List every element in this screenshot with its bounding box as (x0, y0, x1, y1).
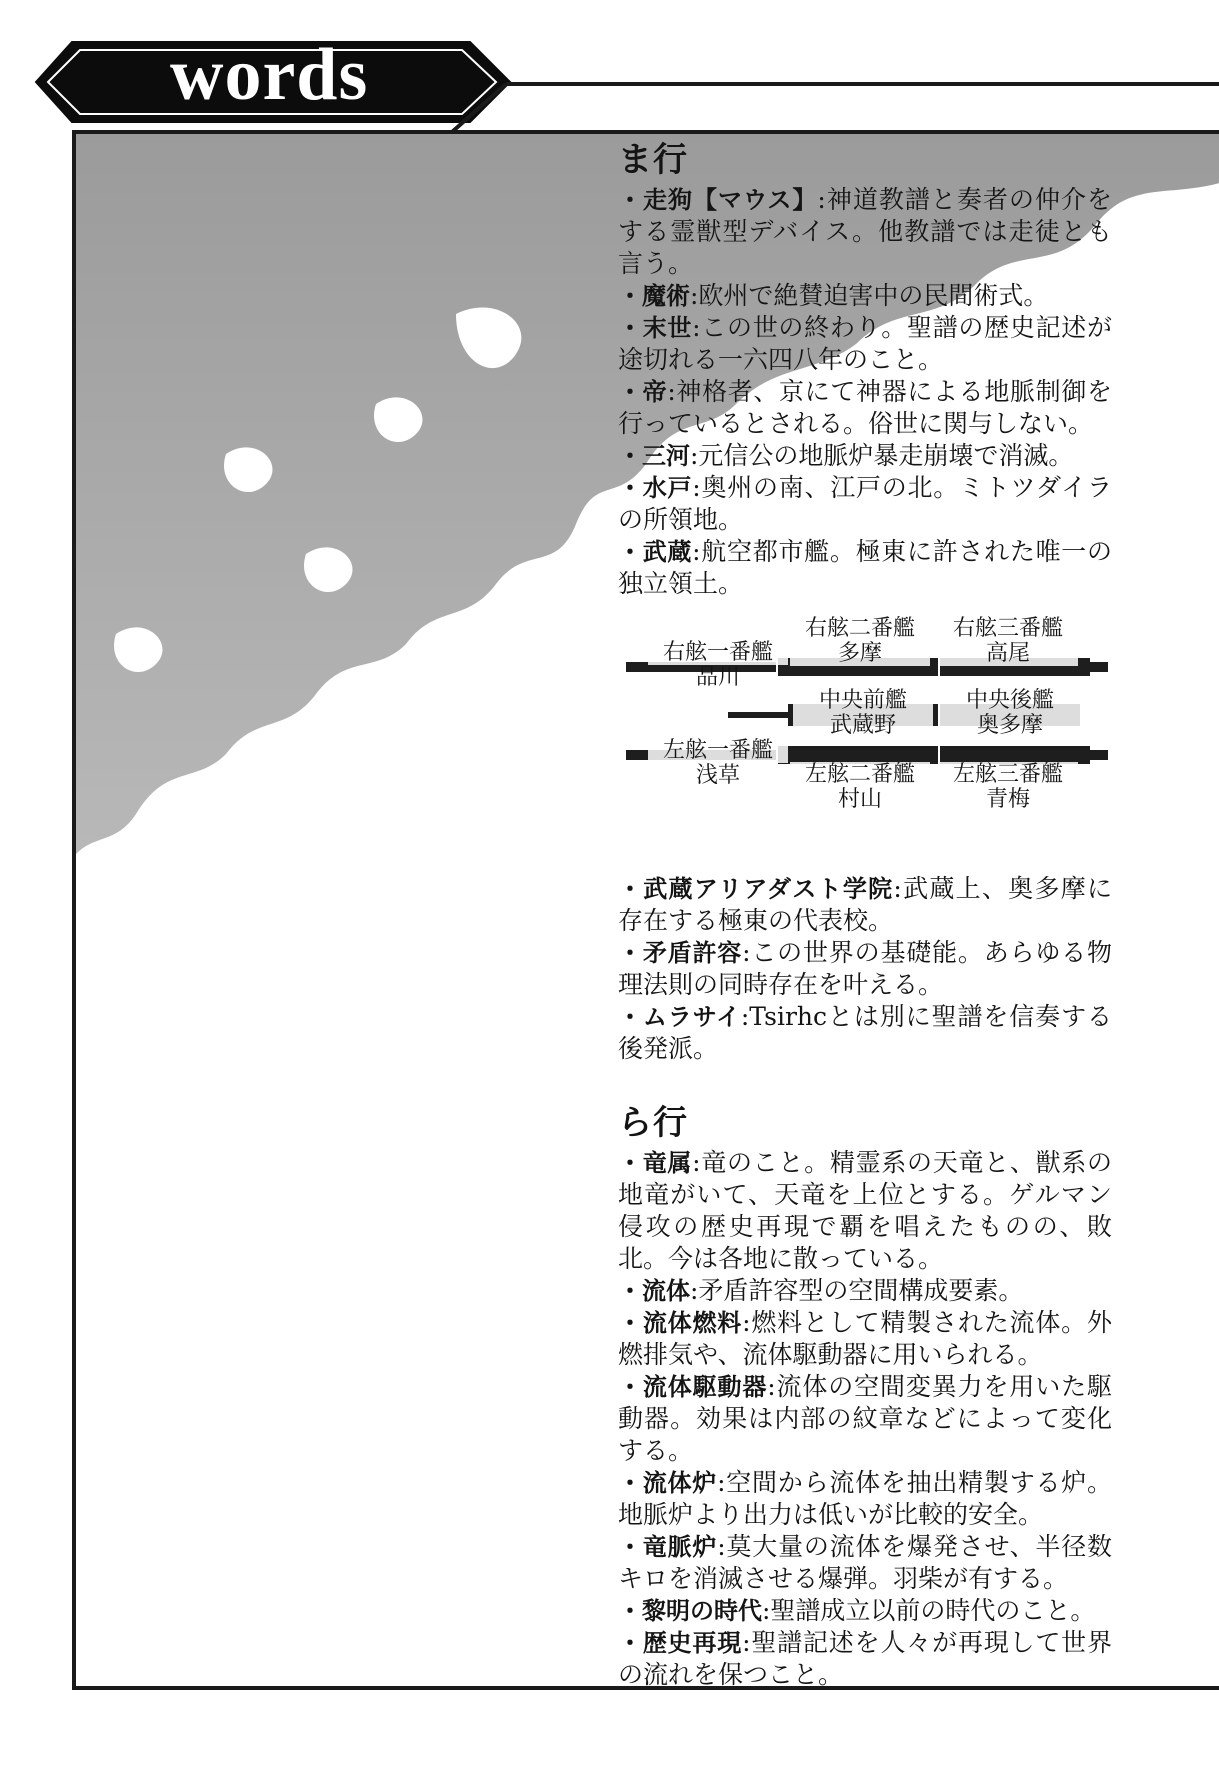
entry-term: ・竜脈炉 (618, 1533, 718, 1561)
entry-description: :燃料として精製された流体。外燃排気や、流体駆動器に用いられる。 (618, 1308, 1113, 1369)
ship-name: 武蔵野 (793, 713, 933, 738)
entry-description: :この世の終わり。聖譜の歴史記述が途切れる一六四八年のこと。 (618, 313, 1113, 374)
ship-label-left-1 (648, 738, 788, 788)
entry-term: ・矛盾許容 (618, 939, 743, 967)
glossary-entry (618, 376, 1112, 440)
ship-type: 右舷一番艦 (648, 640, 788, 665)
entry-term: ・流体 (618, 1277, 690, 1305)
section-heading: ら行 (618, 1103, 688, 1143)
entry-term: ・武蔵 (618, 538, 693, 566)
ship-type: 中央後艦 (940, 688, 1080, 713)
entry-description: :Tsirhcとは別に聖譜を信奏する後発派。 (618, 1002, 1112, 1063)
ship-type: 中央前艦 (793, 688, 933, 713)
section-ra (618, 1103, 1112, 1691)
entry-description: :神格者、京にて神器による地脈制御を行っているとされる。俗世に関与しない。 (618, 377, 1112, 438)
entry-description: :武蔵上、奥多摩に存在する極東の代表校。 (618, 874, 1112, 935)
section-heading: ま行 (618, 140, 688, 180)
ship-name: 高尾 (938, 641, 1078, 666)
glossary-entry (618, 536, 1112, 600)
entry-description: :航空都市艦。極東に許された唯一の独立領土。 (618, 537, 1113, 598)
fleet-diagram (618, 612, 1112, 837)
entry-description: :奥州の南、江戸の北。ミトツダイラの所領地。 (618, 473, 1112, 534)
glossary-entry (618, 1627, 1112, 1691)
entry-term: ・走狗【マウス】 (618, 186, 818, 214)
entry-description: :元信公の地脈炉暴走崩壊で消滅。 (690, 441, 1074, 470)
glossary-entry (618, 1307, 1112, 1371)
ship-name: 浅草 (695, 763, 740, 788)
entry-description: :矛盾許容型の空間構成要素。 (690, 1276, 1024, 1305)
entry-term: ・末世 (618, 314, 693, 342)
entry-description: :竜のこと。精霊系の天竜と、獣系の地竜がいて、天竜を上位とする。ゲルマン侵攻の歴史再現で覇を唱えたものの、敗北。今は各地に散っている。 (618, 1148, 1113, 1273)
entry-term: ・武蔵アリアダスト学院 (618, 875, 894, 903)
entry-term: ・歴史再現 (618, 1629, 743, 1657)
entry-description: :聖譜成立以前の時代のこと。 (762, 1596, 1096, 1625)
ship-silhouette (1088, 750, 1108, 760)
entry-term: ・水戸 (618, 474, 693, 502)
ship-label-right-1 (648, 640, 788, 690)
glossary-entry (618, 280, 1112, 312)
glossary-entry (618, 184, 1112, 280)
ship-label-center-front (793, 688, 933, 738)
entry-description: :莫大量の流体を爆発させ、半径数キロを消滅させる爆弾。羽柴が有する。 (618, 1532, 1112, 1593)
ship-name: 奥多摩 (940, 713, 1080, 738)
ship-label-right-3 (938, 616, 1078, 666)
entry-term: ・竜属 (618, 1149, 693, 1177)
entry-description: :聖譜記述を人々が再現して世界の流れを保つこと。 (618, 1628, 1113, 1689)
section-ma (618, 140, 1112, 1065)
entry-term: ・流体炉 (618, 1469, 718, 1497)
entry-description: :神道教譜と奏者の仲介をする霊獣型デバイス。他教譜では走徒とも言う。 (618, 185, 1112, 278)
ship-label-right-2 (790, 616, 930, 666)
ship-type: 左舷二番艦 (790, 762, 930, 787)
glossary-entry (618, 472, 1112, 536)
entry-term: ・三河 (618, 442, 690, 470)
entry-term: ・ムラサイ (618, 1003, 741, 1031)
glossary-entry (618, 312, 1112, 376)
ship-label-left-2 (790, 762, 930, 812)
ship-silhouette (1088, 662, 1108, 672)
glossary-entry (618, 1531, 1112, 1595)
ship-type: 左舷一番艦 (648, 738, 788, 763)
page-title: words (170, 34, 369, 116)
ship-name: 品川 (695, 665, 740, 690)
entry-term: ・帝 (618, 378, 668, 406)
ship-name: 多摩 (790, 641, 930, 666)
ship-type: 右舷二番艦 (790, 616, 930, 641)
glossary-entry (618, 1275, 1112, 1307)
entry-term: ・黎明の時代 (618, 1597, 762, 1625)
ship-label-center-rear (940, 688, 1080, 738)
ship-type: 左舷三番艦 (938, 762, 1078, 787)
ship-name: 村山 (837, 787, 882, 812)
entry-term: ・流体燃料 (618, 1309, 743, 1337)
entry-term: ・魔術 (618, 282, 690, 310)
glossary-entry (618, 1595, 1112, 1627)
entry-description: :この世界の基礎能。あらゆる物理法則の同時存在を叶える。 (618, 938, 1113, 999)
glossary-entry (618, 1001, 1112, 1065)
ship-silhouette (728, 712, 788, 718)
entry-description: :空間から流体を抽出精製する炉。地脈炉より出力は低いが比較的安全。 (618, 1468, 1112, 1529)
entry-description: :欧州で絶賛迫害中の民間術式。 (690, 281, 1049, 310)
glossary-column (618, 140, 1112, 1691)
glossary-entry (618, 937, 1112, 1001)
entry-description: :流体の空間変異力を用いた駆動器。効果は内部の紋章などによって変化する。 (618, 1372, 1112, 1465)
ship-name: 青梅 (985, 787, 1030, 812)
entry-term: ・流体駆動器 (618, 1373, 768, 1401)
glossary-entry (618, 1371, 1112, 1467)
glossary-entry (618, 1467, 1112, 1531)
glossary-entry (618, 1147, 1112, 1275)
glossary-entry (618, 873, 1112, 937)
ship-type: 右舷三番艦 (938, 616, 1078, 641)
ship-label-left-3 (938, 762, 1078, 812)
glossary-entry (618, 440, 1112, 472)
section-spacer (618, 1065, 1112, 1103)
